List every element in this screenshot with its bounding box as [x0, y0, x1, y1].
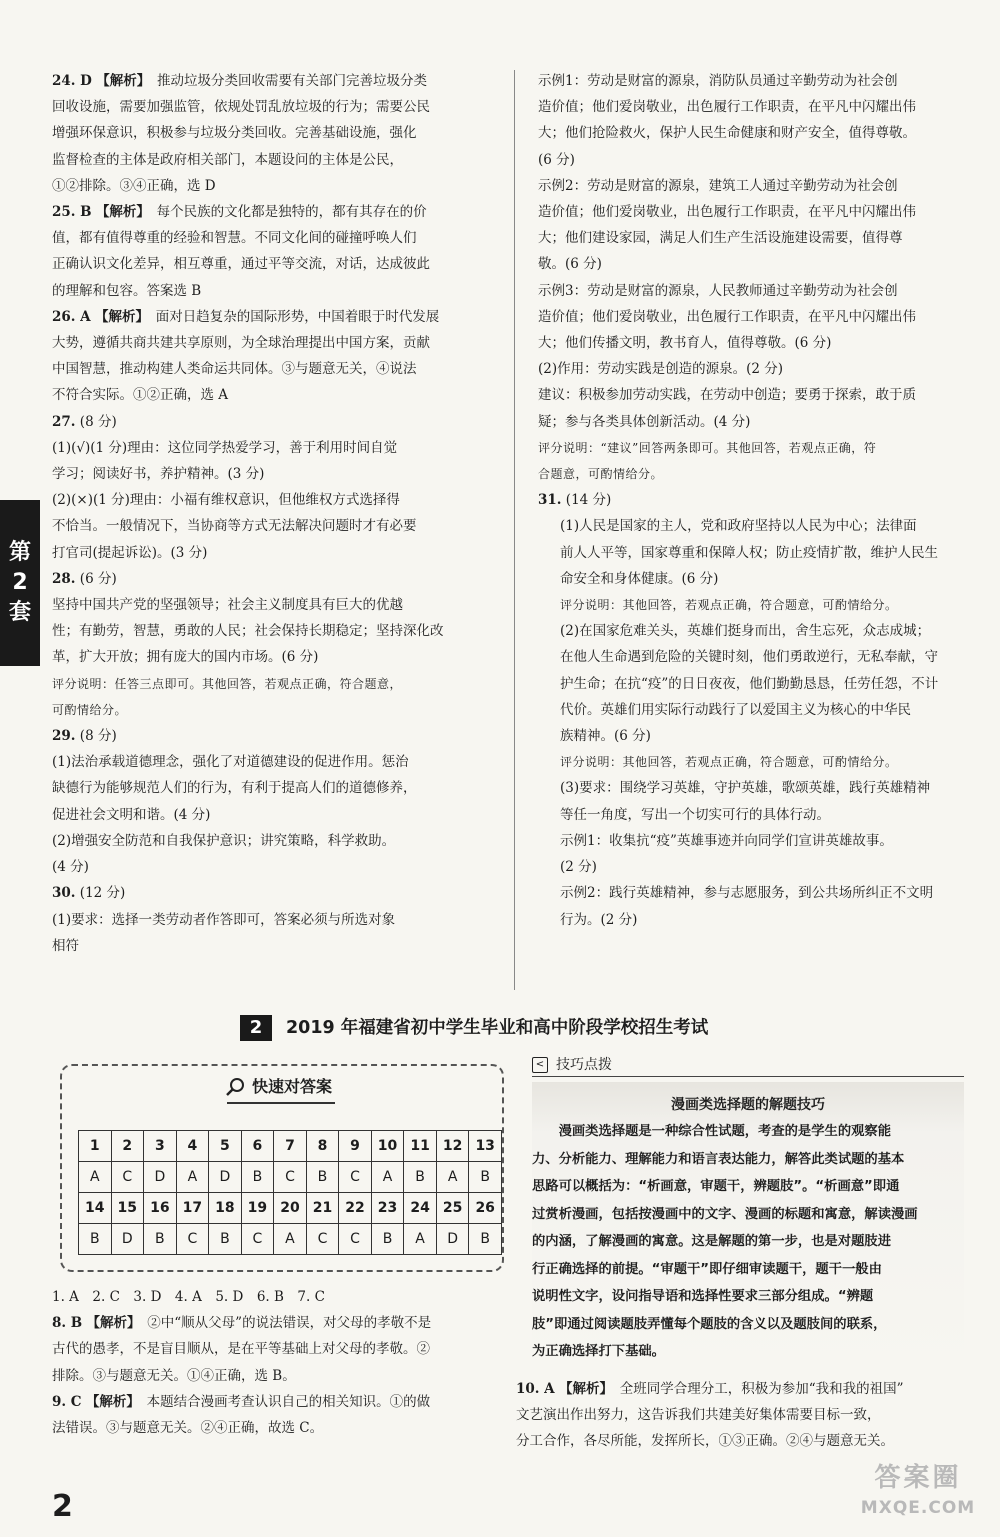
left-column-text: 大势，遵循共商共建共享原则，为全球治理提出中国方案，贡献 — [52, 335, 430, 352]
left-column-text: 的理解和包容。答案选 B — [52, 282, 202, 299]
left-column-line — [52, 225, 504, 251]
question-number: 30. — [52, 885, 76, 902]
right-column-line — [538, 644, 963, 670]
right-column-line — [538, 278, 963, 304]
right-column-line — [538, 828, 963, 854]
tips-line: 说明性文字，设问指导语和选择性要求三部分组成。“辨题 — [532, 1289, 874, 1304]
tips-header-label: 技巧点拨 — [556, 1056, 612, 1073]
answer-row-answers-1 — [79, 1162, 502, 1193]
question-number: 9. C — [52, 1393, 82, 1410]
question-number-cell: 6 — [241, 1131, 274, 1162]
left-column-text: (4 分) — [52, 859, 89, 876]
left-column-text: 不恰当。一般情况下，当协商等方式无法解决问题时才有必要 — [52, 518, 417, 535]
left-column-line — [52, 540, 504, 566]
analysis-tag: 【解析】 — [95, 204, 144, 221]
right-column-line — [538, 854, 963, 880]
right-column-text: (6 分) — [538, 151, 575, 168]
question-number-cell: 2 — [111, 1131, 144, 1162]
left-column-text: (8 分) — [79, 728, 117, 745]
answer-cell: B — [371, 1224, 404, 1255]
question-number: 25. B — [52, 204, 92, 221]
right-column-text: 族精神。(6 分) — [560, 728, 651, 745]
bottom-left-answers — [52, 1284, 504, 1441]
left-column-line — [52, 513, 504, 539]
left-column-line — [52, 409, 504, 435]
left-column-line — [52, 854, 504, 880]
side-tab-char-1: 第 — [8, 540, 31, 565]
right-column-line — [538, 592, 963, 618]
left-column-text: 促进社会文明和谐。(4 分) — [52, 806, 211, 823]
right-column-text: 造价值；他们爱岗敬业，出色履行工作职责，在平凡中闪耀出伟 — [538, 99, 916, 116]
left-column-text: 可酌情给分。 — [52, 702, 128, 717]
page-number: 2 — [52, 1489, 73, 1524]
right-column-line — [538, 461, 963, 487]
question-number-cell: 9 — [339, 1131, 372, 1162]
right-column-line — [538, 225, 963, 251]
question-number-cell: 11 — [404, 1131, 437, 1162]
answer-cell: A — [274, 1224, 307, 1255]
question-number-cell: 5 — [209, 1131, 242, 1162]
right-column-text: (1)人民是国家的主人，党和政府坚持以人民为中心；法律面 — [560, 518, 917, 535]
left-column-text: (1)法治承载道德理念，强化了对道德建设的促进作用。惩治 — [52, 754, 409, 771]
watermark — [848, 1460, 988, 1530]
right-column-line — [538, 382, 963, 408]
answer-cell: A — [371, 1162, 404, 1193]
question-number-cell: 8 — [306, 1131, 339, 1162]
side-tab-char-3: 套 — [8, 600, 31, 625]
right-column-text: 评分说明：“建议”回答两条即可。其他回答，若观点正确，符 — [538, 440, 877, 455]
left-column-line — [52, 697, 504, 723]
left-column-line — [52, 94, 504, 120]
question-number-cell: 26 — [469, 1193, 502, 1224]
right-column-text: 示例3：劳动是财富的源泉，人民教师通过辛勤劳动为社会创 — [538, 282, 898, 299]
right-column-text: 护生命；在抗“疫”的日日夜夜，他们勤勤恳恳，任劳任怨，不计 — [560, 675, 939, 692]
answer-cell: D — [209, 1162, 242, 1193]
right-column-text: 示例2：践行英雄精神，参与志愿服务，到公共场所纠正不文明 — [560, 885, 934, 902]
question-number-cell: 19 — [241, 1193, 274, 1224]
question-number-cell: 24 — [404, 1193, 437, 1224]
bottom-right-text: 分工合作，各尽所能，发挥所长，①③正确。②④与题意无关。 — [516, 1433, 894, 1450]
left-column-line — [52, 749, 504, 775]
left-column-text: 值，都有值得尊重的经验和智慧。不同文化间的碰撞呼唤人们 — [52, 230, 417, 247]
right-column-line — [538, 356, 963, 382]
left-column-text: (2)增强安全防范和自我保护意识；讲究策略，科学救助。 — [52, 832, 396, 849]
question-number: 26. A — [52, 308, 91, 325]
analysis-tag: 【解析】 — [94, 308, 143, 325]
section-title: 2019 年福建省初中学生毕业和高中阶段学校招生考试 — [286, 1017, 709, 1038]
answer-cell: C — [111, 1162, 144, 1193]
right-column-text: 示例2：劳动是财富的源泉，建筑工人通过辛勤劳动为社会创 — [538, 177, 898, 194]
answer-cell: B — [469, 1224, 502, 1255]
left-column-text: 推动垃圾分类回收需要有关部门完善垃圾分类 — [156, 73, 427, 89]
bottom-left-text: 法错误。③与题意无关。②④正确，故选 C。 — [52, 1420, 324, 1437]
section-heading — [240, 1014, 708, 1042]
left-column-line — [52, 304, 504, 330]
question-number: 10. A — [516, 1381, 555, 1397]
left-column-text: (2)(×)(1 分)理由：小福有维权意识，但他维权方式选择得 — [52, 492, 400, 509]
question-number-cell: 25 — [436, 1193, 469, 1224]
right-column-text: (2)在国家危难关头，英雄们挺身而出，舍生忘死，众志成城； — [560, 623, 931, 640]
left-column-line — [52, 356, 504, 382]
answer-key-box — [60, 1064, 504, 1272]
question-number-cell: 1 — [79, 1131, 112, 1162]
left-column-text: 回收设施，需要加强监管，依规处罚乱放垃圾的行为；需要公民 — [52, 99, 430, 116]
question-number-cell: 18 — [209, 1193, 242, 1224]
right-column-text: 等任一角度，写出一个切实可行的具体行动。 — [560, 806, 830, 823]
left-column-line — [52, 907, 504, 933]
right-column-text: 大；他们抢险救火，保护人民生命健康和财产安全，值得尊敬。 — [538, 125, 916, 142]
left-column-text: ①②排除。③④正确，选 D — [52, 177, 216, 194]
question-number-cell: 12 — [436, 1131, 469, 1162]
right-column-text: (3)要求：围绕学习英雄，守护英雄，歌颂英雄，践行英雄精神 — [560, 780, 931, 797]
right-column-text: 造价值；他们爱岗敬业，出色履行工作职责，在平凡中闪耀出伟 — [538, 204, 916, 221]
left-column-text: 每个民族的文化都是独特的，都有其存在的价 — [156, 204, 427, 221]
analysis-tag: 【解析】 — [96, 73, 144, 89]
bottom-right-line — [516, 1428, 963, 1454]
answer-cell: B — [79, 1224, 112, 1255]
left-column-line — [52, 461, 504, 487]
question-number: 8. B — [52, 1315, 83, 1332]
right-column-line — [538, 68, 963, 94]
bottom-left-text: 1. A 2. C 3. D 4. A 5. D 6. B 7. C — [52, 1289, 325, 1305]
left-column-line — [52, 566, 504, 592]
left-column-text: (1)要求：选择一类劳动者作答即可，答案必须与所选对象 — [52, 911, 396, 928]
right-column-text: 行为。(2 分) — [560, 911, 638, 928]
bottom-right-text: 全班同学合理分工，积极为参加“我和我的祖国” — [619, 1381, 904, 1397]
right-column-line — [538, 671, 963, 697]
bottom-right-line — [516, 1376, 963, 1402]
tips-line: 的内涵，了解漫画的寓意。这是解题的第一步，也是对题肢进 — [532, 1234, 892, 1249]
bottom-right-line — [516, 1402, 963, 1428]
left-column-line — [52, 330, 504, 356]
tips-title: 漫画类选择题的解题技巧 — [671, 1097, 825, 1113]
magnifier-icon — [224, 1076, 246, 1098]
left-column-text: (12 分) — [79, 885, 126, 902]
question-number-cell: 13 — [469, 1131, 502, 1162]
tips-line: 思路可以概括为：“析画意，审题干，辨题肢”。“析画意”即通 — [532, 1179, 900, 1194]
question-number-cell: 22 — [339, 1193, 372, 1224]
bottom-left-line — [52, 1389, 504, 1415]
left-column-text: 性；有勤劳，智慧，勇敢的人民；社会保持长期稳定；坚持深化改 — [52, 623, 444, 640]
bottom-left-line — [52, 1336, 504, 1362]
question-number: 27. — [52, 413, 76, 430]
left-column-text: 缺德行为能够规范人们的行为，有利于提高人们的道德修养， — [52, 780, 417, 797]
question-number-cell: 15 — [111, 1193, 144, 1224]
right-column-line — [538, 435, 963, 461]
left-column-line — [52, 802, 504, 828]
left-column-line — [52, 68, 504, 94]
right-column-text: 在他人生命遇到危险的关键时刻，他们勇敢逆行，无私奉献，守 — [560, 649, 938, 666]
analysis-tag: 【解析】 — [558, 1381, 607, 1397]
bottom-left-text: 排除。③与题意无关。①④正确，选 B。 — [52, 1367, 296, 1384]
left-column-line — [52, 147, 504, 173]
answer-cell: B — [241, 1162, 274, 1193]
answer-cell: A — [436, 1162, 469, 1193]
right-column-text: 示例1：收集抗“疫”英雄事迹并向同学们宣讲英雄故事。 — [560, 832, 893, 849]
right-column-text: 大；他们建设家园，满足人们生产生活设施建设需要，值得尊 — [538, 230, 903, 247]
tips-body — [532, 1118, 964, 1366]
question-number-cell: 4 — [176, 1131, 209, 1162]
bottom-left-text: ②中“顺从父母”的说法错误，对父母的孝敬不是 — [147, 1315, 432, 1332]
right-column-text: 前人人平等，国家尊重和保障人权；防止疫情扩散，维护人民生 — [560, 544, 938, 561]
left-column-text: 评分说明：任答三点即可。其他回答，若观点正确，符合题意， — [52, 676, 403, 691]
left-column-line — [52, 251, 504, 277]
left-column-text: (8 分) — [79, 413, 117, 430]
left-column-text: (1)(√)(1 分)理由：这位同学热爱学习，善于利用时间自觉 — [52, 439, 398, 456]
right-column-line — [538, 723, 963, 749]
left-column-line — [52, 880, 504, 906]
right-column-text: 疑；参与各类具体创新活动。(4 分) — [538, 413, 751, 430]
bottom-left-text: 古代的愚孝，不是盲目顺从，是在平等基础上对父母的孝敬。② — [52, 1341, 430, 1358]
tips-line: 漫画类选择题是一种综合性试题，考查的是学生的观察能 — [558, 1124, 892, 1139]
tips-line: 为正确选择打下基础。 — [532, 1344, 665, 1359]
left-column-text: 中国智慧，推动构建人类命运共同体。③与题意无关，④说法 — [52, 361, 417, 378]
left-column-line — [52, 933, 504, 959]
right-column-text: 评分说明：其他回答，若观点正确，符合题意，可酌情给分。 — [560, 755, 898, 770]
answer-key-heading — [224, 1074, 332, 1100]
side-tab-char-2: 2 — [12, 570, 28, 595]
answer-cell: B — [209, 1224, 242, 1255]
right-column-line — [538, 775, 963, 801]
answer-key-table — [78, 1130, 502, 1255]
right-column-line — [538, 697, 963, 723]
analysis-tag: 【解析】 — [86, 1315, 134, 1332]
left-column-text: 正确认识文化差异，相互尊重，通过平等交流，对话，达成彼此 — [52, 256, 430, 273]
left-column-line — [52, 173, 504, 199]
question-number-cell: 17 — [176, 1193, 209, 1224]
left-column-line — [52, 775, 504, 801]
answer-row-numbers-1 — [79, 1131, 502, 1162]
right-column-text: 造价值；他们爱岗敬业，出色履行工作职责，在平凡中闪耀出伟 — [538, 308, 916, 325]
left-column-line — [52, 278, 504, 304]
section-number-badge: 2 — [240, 1015, 272, 1041]
answer-cell: A — [79, 1162, 112, 1193]
left-column-text: 面对日趋复杂的国际形势，中国着眼于时代发展 — [155, 308, 440, 325]
right-column-line — [538, 513, 963, 539]
set-side-tab — [0, 500, 40, 666]
left-column-text: (6 分) — [79, 570, 117, 587]
tips-line: 行正确选择的前提。“审题干”即仔细审读题干，题干一般由 — [532, 1261, 882, 1277]
question-number-cell: 23 — [371, 1193, 404, 1224]
right-column-line — [538, 251, 963, 277]
left-column-text: 增强环保意识，积极参与垃圾分类回收。完善基础设施，强化 — [52, 125, 417, 142]
bottom-left-line — [52, 1284, 504, 1310]
right-column-text: 敬。(6 分) — [538, 256, 602, 273]
right-column-text: 大；他们传播文明，教书育人，值得尊敬。(6 分) — [538, 335, 832, 352]
question-number-cell: 16 — [144, 1193, 177, 1224]
right-column-line — [538, 94, 963, 120]
answer-cell: C — [274, 1162, 307, 1193]
right-column-line — [538, 802, 963, 828]
column-divider — [514, 70, 515, 990]
bottom-left-line — [52, 1415, 504, 1441]
bottom-right-answers — [516, 1376, 963, 1455]
watermark-url: MXQE.COM — [860, 1498, 976, 1518]
question-number-cell: 14 — [79, 1193, 112, 1224]
left-column — [52, 68, 504, 959]
right-column-text: 示例1：劳动是财富的源泉，消防队员通过辛勤劳动为社会创 — [538, 73, 898, 89]
left-column-text: 打官司(提起诉讼)。(3 分) — [52, 544, 208, 561]
answer-cell: C — [339, 1162, 372, 1193]
left-column-text: 坚持中国共产党的坚强领导；社会主义制度具有巨大的优越 — [52, 597, 403, 614]
right-column-text: (14 分) — [565, 492, 612, 509]
right-column-line — [538, 540, 963, 566]
answer-cell: A — [176, 1162, 209, 1193]
right-column-line — [538, 147, 963, 173]
tips-line: 力、分析能力、理解能力和语言表达能力，解答此类试题的基本 — [532, 1151, 905, 1167]
right-column-line — [538, 618, 963, 644]
left-column-line — [52, 435, 504, 461]
right-column-line — [538, 749, 963, 775]
answer-cell: C — [176, 1224, 209, 1255]
left-column-line — [52, 644, 504, 670]
bottom-left-text: 本题结合漫画考查认识自己的相关知识。①的做 — [146, 1393, 431, 1410]
answer-key-title: 快速对答案 — [252, 1077, 333, 1096]
right-column-line — [538, 120, 963, 146]
right-column-line — [538, 409, 963, 435]
tips-line: 过赏析漫画，包括按漫画中的文字、漫画的标题和寓意，解读漫画 — [532, 1206, 918, 1222]
tips-header — [532, 1054, 964, 1077]
tips-box — [532, 1082, 964, 1366]
answer-cell: C — [339, 1224, 372, 1255]
left-column-text: 不符合实际。①②正确，选 A — [52, 387, 229, 404]
question-number-cell: 7 — [274, 1131, 307, 1162]
left-column-line — [52, 671, 504, 697]
question-number: 29. — [52, 728, 76, 745]
answer-key-title-underline — [227, 1102, 335, 1104]
question-number: 24. D — [52, 73, 92, 89]
analysis-tag: 【解析】 — [85, 1393, 134, 1410]
answer-cell: C — [241, 1224, 274, 1255]
answer-cell: D — [436, 1224, 469, 1255]
question-number: 28. — [52, 570, 76, 587]
right-column-line — [538, 907, 963, 933]
left-column-text: 相符 — [52, 937, 79, 954]
right-column-line — [538, 304, 963, 330]
bottom-right-text: 文艺演出作出努力，这告诉我们共建美好集体需要目标一致， — [516, 1407, 881, 1424]
right-column-line — [538, 173, 963, 199]
answer-cell: A — [404, 1224, 437, 1255]
right-column-text: 代价。英雄们用实际行动践行了以爱国主义为核心的中华民 — [560, 701, 911, 718]
right-column-line — [538, 880, 963, 906]
answer-cell: B — [469, 1162, 502, 1193]
right-column-line — [538, 487, 963, 513]
answer-cell: B — [144, 1224, 177, 1255]
left-column-line — [52, 487, 504, 513]
left-column-text: 学习；阅读好书，养护精神。(3 分) — [52, 466, 265, 483]
right-column-text: (2 分) — [560, 859, 597, 876]
right-column-text: 评分说明：其他回答，若观点正确，符合题意，可酌情给分。 — [560, 598, 898, 613]
answer-row-numbers-2 — [79, 1193, 502, 1224]
bottom-left-line — [52, 1363, 504, 1389]
question-number-cell: 3 — [144, 1131, 177, 1162]
answer-cell: B — [404, 1162, 437, 1193]
question-number-cell: 20 — [274, 1193, 307, 1224]
right-column-line — [538, 330, 963, 356]
left-column-line — [52, 723, 504, 749]
right-column-line — [538, 566, 963, 592]
right-column-text: 命安全和身体健康。(6 分) — [560, 570, 719, 587]
left-column-line — [52, 618, 504, 644]
watermark-text: 答案圈 — [874, 1463, 962, 1493]
right-column — [538, 68, 963, 933]
answer-cell: D — [111, 1224, 144, 1255]
right-column-line — [538, 199, 963, 225]
left-column-line — [52, 382, 504, 408]
left-column-text: 监督检查的主体是政府相关部门，本题设问的主体是公民， — [52, 151, 403, 168]
left-column-line — [52, 592, 504, 618]
left-column-text: 革，扩大开放；拥有庞大的国内市场。(6 分) — [52, 649, 319, 666]
tips-line: 肢”即通过阅读题肢弄懂每个题肢的含义以及题肢间的联系， — [532, 1316, 887, 1332]
question-number: 31. — [538, 492, 562, 509]
question-number-cell: 10 — [371, 1131, 404, 1162]
right-column-text: (2)作用：劳动实践是创造的源泉。(2 分) — [538, 361, 784, 378]
share-icon: < — [532, 1057, 548, 1073]
question-number-cell: 21 — [306, 1193, 339, 1224]
answer-cell: D — [144, 1162, 177, 1193]
left-column-line — [52, 120, 504, 146]
answer-row-answers-2 — [79, 1224, 502, 1255]
bottom-left-line — [52, 1310, 504, 1336]
answer-cell: C — [306, 1224, 339, 1255]
right-column-text: 合题意，可酌情给分。 — [538, 467, 664, 482]
left-column-line — [52, 199, 504, 225]
right-column-text: 建议：积极参加劳动实践，在劳动中创造；要勇于探索，敢于质 — [538, 387, 916, 404]
left-column-line — [52, 828, 504, 854]
answer-cell: B — [306, 1162, 339, 1193]
